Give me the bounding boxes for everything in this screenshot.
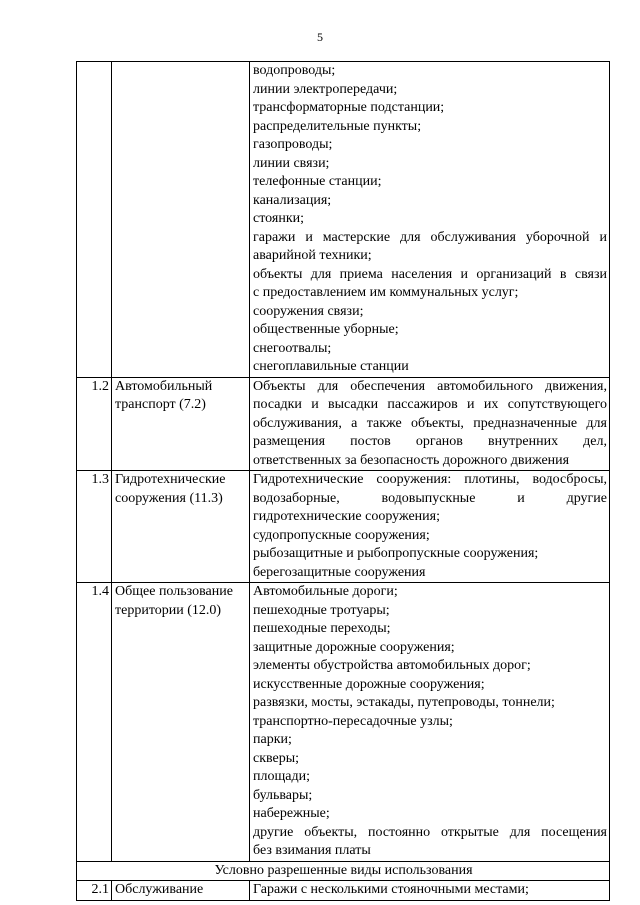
description-line: гаражи и мастерские для обслуживания уборочной и bbox=[253, 229, 607, 245]
table-row bbox=[77, 881, 610, 901]
row-name bbox=[112, 881, 250, 901]
description-line: Автомобильные дороги; bbox=[253, 584, 398, 599]
row-name-line: Обслуживание bbox=[115, 882, 204, 897]
row-description bbox=[250, 881, 610, 901]
description-line: рыбозащитные и рыбопропускные сооружения; bbox=[253, 546, 539, 561]
description-line: парки; bbox=[253, 732, 292, 747]
description-line: обслуживания, а также объекты, предназначенные для bbox=[253, 415, 607, 431]
description-line: водопроводы; bbox=[253, 63, 336, 78]
description-line: транспортно-пересадочные узлы; bbox=[253, 713, 453, 729]
row-description bbox=[250, 471, 610, 583]
description-line: распределительные пункты; bbox=[253, 118, 422, 134]
description-line: элементы обустройства автомобильных дорог; bbox=[253, 658, 531, 673]
description-line: набережные; bbox=[253, 806, 330, 821]
row-name-line: сооружения (11.3) bbox=[115, 490, 223, 506]
description-line: сооружения связи; bbox=[253, 303, 364, 319]
description-line: судопропускные сооружения; bbox=[253, 527, 430, 543]
description-line: посадки и высадки пассажиров и их сопутствующего bbox=[253, 397, 607, 412]
section-header: Условно разрешенные виды использования bbox=[77, 861, 610, 881]
description-line: объекты для приема населения и организаций в связи bbox=[253, 266, 607, 282]
table-row bbox=[77, 377, 610, 471]
row-description bbox=[250, 62, 610, 378]
row-name bbox=[112, 583, 250, 862]
description-line: размещения постов органов внутренних дел, bbox=[253, 434, 607, 449]
description-line: стоянки; bbox=[253, 211, 304, 226]
description-line: пешеходные переходы; bbox=[253, 621, 391, 636]
description-line: развязки, мосты, эстакады, путепроводы, тоннели; bbox=[253, 695, 555, 710]
row-name-line: территории (12.0) bbox=[115, 602, 222, 618]
description-line: ответственных за безопасность дорожного движения bbox=[253, 452, 570, 468]
row-number: 1.3 bbox=[77, 471, 112, 583]
table-row bbox=[77, 471, 610, 583]
description-line: искусственные дорожные сооружения; bbox=[253, 676, 485, 692]
description-line: без взимания платы bbox=[253, 843, 371, 858]
description-line: другие объекты, постоянно открытые для посещения bbox=[253, 824, 607, 840]
table-row bbox=[77, 583, 610, 862]
row-name-line: Общее пользование bbox=[115, 584, 233, 599]
table-row bbox=[77, 62, 610, 378]
description-line: водозаборные, водовыпускные и другие bbox=[253, 490, 607, 506]
description-line: берегозащитные сооружения bbox=[253, 564, 426, 580]
row-number: 1.2 bbox=[77, 377, 112, 471]
description-line: снегоотвалы; bbox=[253, 340, 332, 356]
description-line: аварийной техники; bbox=[253, 248, 372, 263]
section-header-row bbox=[77, 861, 610, 881]
description-line: Гаражи с несколькими стояночными местами; bbox=[253, 882, 529, 897]
row-name bbox=[112, 471, 250, 583]
description-line: гидротехнические сооружения; bbox=[253, 509, 440, 524]
description-line: пешеходные тротуары; bbox=[253, 602, 390, 618]
row-description bbox=[250, 583, 610, 862]
description-line: площади; bbox=[253, 769, 310, 784]
description-line: Гидротехнические сооружения: плотины, водосбросы, bbox=[253, 472, 607, 487]
description-line: защитные дорожные сооружения; bbox=[253, 639, 455, 655]
description-line: трансформаторные подстанции; bbox=[253, 100, 445, 115]
description-line: снегоплавильные станции bbox=[253, 359, 409, 374]
description-line: с предоставлением им коммунальных услуг; bbox=[253, 285, 519, 300]
description-line: газопроводы; bbox=[253, 137, 333, 152]
description-line: скверы; bbox=[253, 750, 300, 766]
description-line: линии электропередачи; bbox=[253, 81, 398, 97]
description-line: бульвары; bbox=[253, 787, 313, 803]
row-name-line: транспорт (7.2) bbox=[115, 397, 206, 412]
description-line: линии связи; bbox=[253, 155, 330, 171]
row-name-line: Автомобильный bbox=[115, 378, 213, 394]
row-description bbox=[250, 377, 610, 471]
description-line: телефонные станции; bbox=[253, 174, 382, 189]
description-line: канализация; bbox=[253, 192, 332, 208]
page-number: 5 bbox=[317, 30, 323, 44]
row-name bbox=[112, 62, 250, 378]
row-number: 2.1 bbox=[77, 881, 112, 901]
row-number bbox=[77, 62, 112, 378]
description-line: общественные уборные; bbox=[253, 322, 399, 337]
description-line: Объекты для обеспечения автомобильного движения, bbox=[253, 378, 607, 394]
land-use-table bbox=[76, 61, 610, 901]
row-name bbox=[112, 377, 250, 471]
row-name-line: Гидротехнические bbox=[115, 472, 226, 487]
row-number: 1.4 bbox=[77, 583, 112, 862]
